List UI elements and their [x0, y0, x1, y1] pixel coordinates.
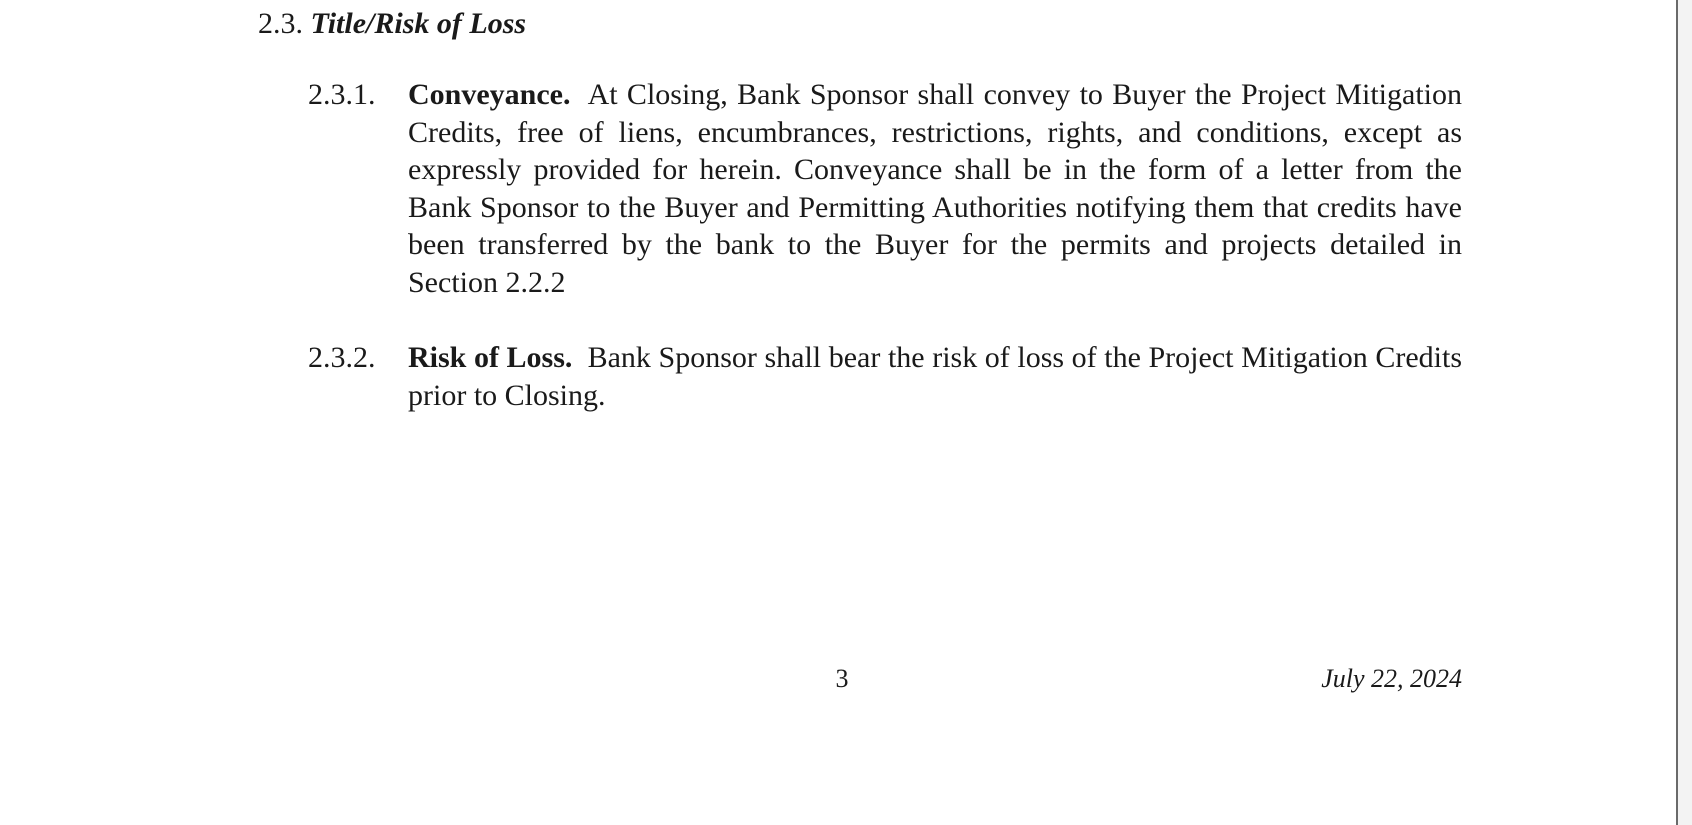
clause-text: Bank Sponsor shall bear the risk of loss of the Project Mitigation Credits prior to Closing. — [408, 341, 1462, 412]
clause-number: 2.3.2. — [308, 341, 376, 374]
clause-text: At Closing, Bank Sponsor shall convey to Buyer the Project Mitigation Credits, free of liens, encumbrances, restrictions, rights, and conditions, except as expressly provided for herein. Conveyance shall be in the form of a letter from the Bank Sponsor to the Buyer and Permitting Authorities notifying them that credits have been transferred by the bank to the Buyer for the permits and projects detailed in Section 2.2.2 — [408, 78, 1462, 299]
clause-body — [408, 76, 1462, 301]
section-heading — [258, 4, 526, 44]
clause-body — [408, 339, 1462, 414]
page-number: 3 — [835, 664, 849, 693]
section-number: 2.3. — [258, 7, 303, 40]
section-title: Title/Risk of Loss — [310, 7, 527, 40]
clause-title: Risk of Loss. — [408, 341, 573, 374]
clause-conveyance — [308, 76, 1462, 301]
clause-number: 2.3.1. — [308, 78, 376, 111]
footer-date: July 22, 2024 — [1321, 664, 1462, 693]
clause-risk-of-loss — [308, 339, 1462, 414]
clause-title: Conveyance. — [408, 78, 571, 111]
page-edge-shade — [1678, 0, 1692, 825]
